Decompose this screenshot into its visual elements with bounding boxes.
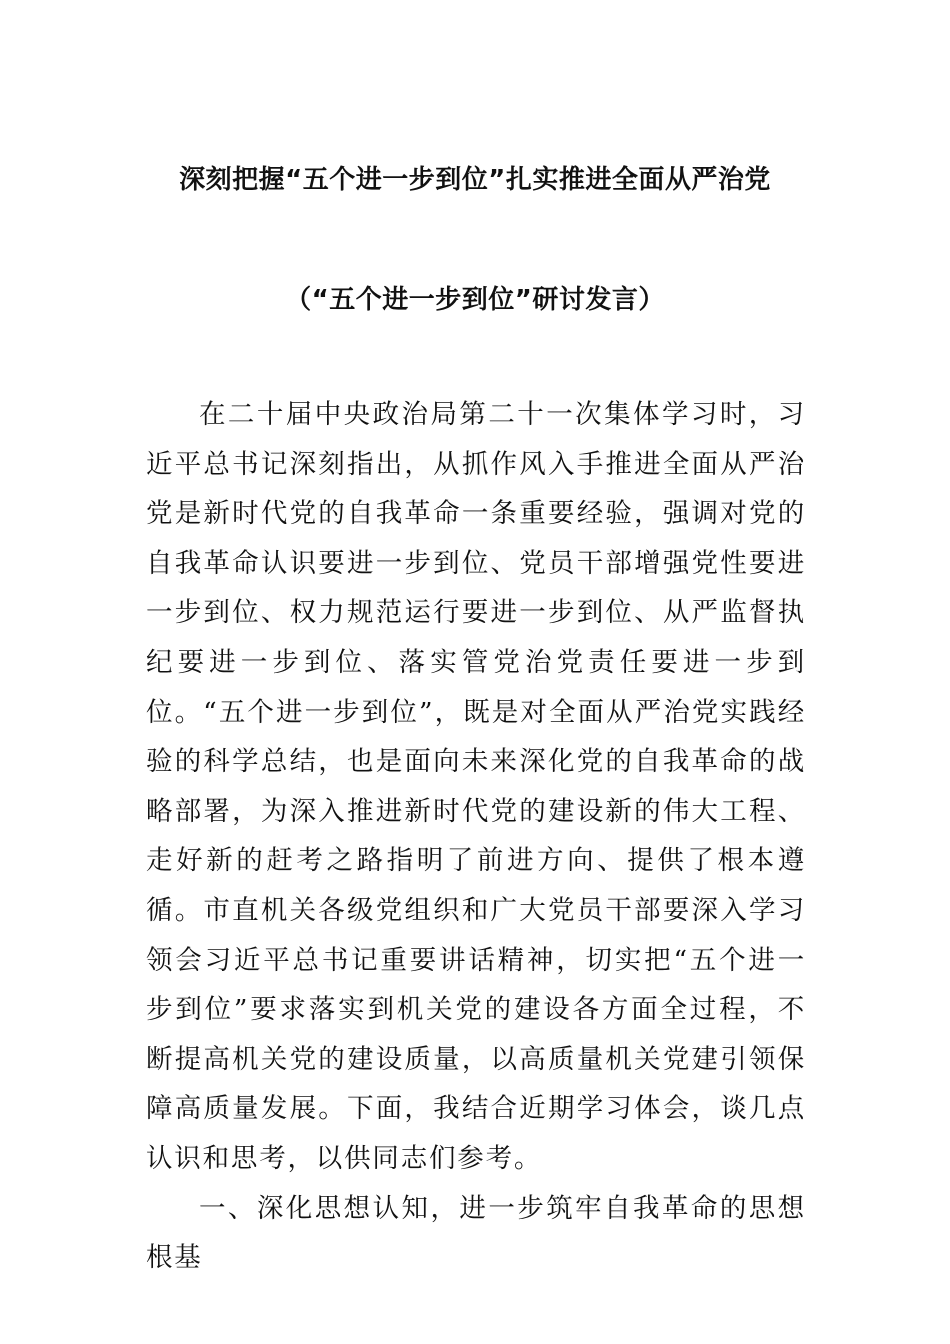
body-paragraph-intro: 在二十届中央政治局第二十一次集体学习时，习近平总书记深刻指出，从抓作风入手推进全面从严治党是新时代党的自我革命一条重要经验，强调对党的自我革命认识要进一步到位、党员干部增强党性要进一步到位、权力规范运行要进一步到位、从严监督执纪要进一步到位、落实管党治党责任要进一步到位。“五个进一步到位”，既是对全面从严治党实践经验的科学总结，也是面向未来深化党的自我革命的战略部署，为深入推进新时代党的建设新的伟大工程、走好新的赶考之路指明了前进方向、提供了根本遵循。市直机关各级党组织和广大党员干部要深入学习领会习近平总书记重要讲话精神，切实把“五个进一步到位”要求落实到机关党的建设各方面全过程，不断提高机关党的建设质量，以高质量机关党建引领保障高质量发展。下面，我结合近期学习体会，谈几点认识和思考，以供同志们参考。 (146, 399, 806, 1174)
document-subtitle: （“五个进一步到位”研讨发言） (285, 285, 665, 315)
section-heading-1: 一、深化思想认知，进一步筑牢自我革命的思想根基 (146, 1192, 806, 1274)
document-body (146, 390, 806, 1283)
document-title: 深刻把握“五个进一步到位”扎实推进全面从严治党 (179, 165, 771, 195)
